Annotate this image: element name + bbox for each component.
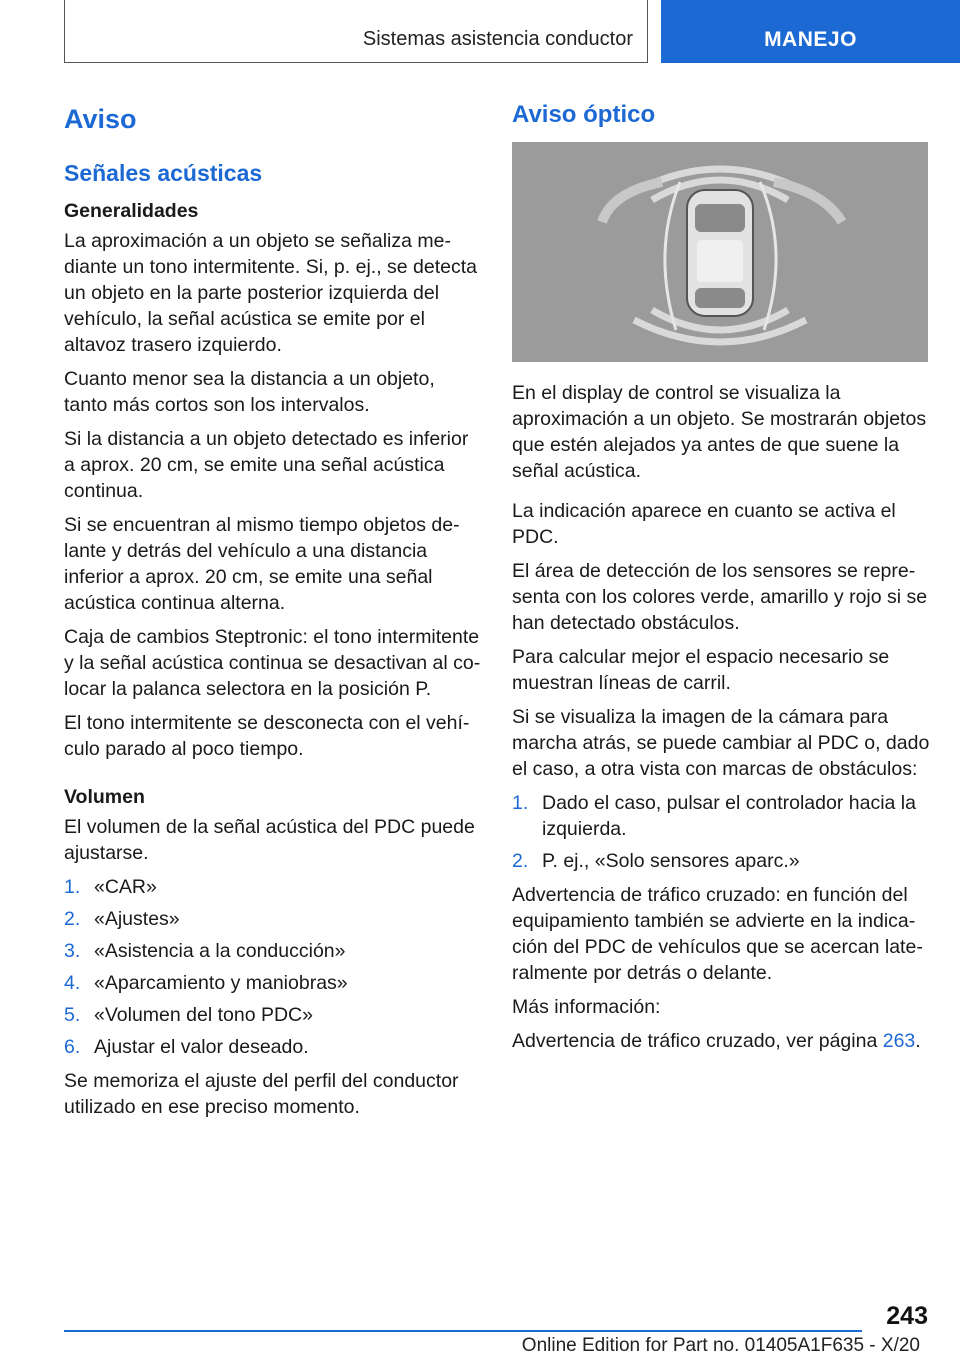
subheading-volume: Volumen — [64, 786, 145, 808]
step-text: Ajustar el valor deseado. — [94, 1036, 309, 1058]
heading-optical-warning: Aviso óptico — [512, 101, 656, 128]
list-item — [64, 1002, 482, 1028]
edition-note: Online Edition for Part no. 01405A1F635 - X/20 — [521, 1335, 920, 1356]
paragraph: El área de detección de los sensores se representa con los colores verde, amarillo y rojo si se han detectado obstáculos. — [512, 560, 928, 634]
list-item — [64, 874, 482, 900]
paragraph: El tono intermitente se desconecta con el vehículo parado al poco tiempo. — [64, 712, 470, 760]
subheading-general: Generalidades — [64, 200, 199, 222]
step-number: 3. — [64, 940, 81, 962]
step-text: P. ej., «Solo sensores aparc.» — [542, 850, 800, 872]
reference-suffix: . — [915, 1030, 921, 1052]
paragraph: Advertencia de tráfico cruzado: en función del equipamiento también se advierte en la indicación del PDC de vehículos que se acercan lateralmente por detrás o delante. — [512, 884, 923, 984]
right-column — [512, 100, 930, 1062]
cross-reference-paragraph — [512, 1028, 930, 1054]
step-text: «Aparcamiento y maniobras» — [94, 972, 348, 994]
left-column — [64, 100, 482, 1128]
list-item — [512, 790, 930, 842]
paragraph: Cuanto menor sea la distancia a un objeto, tanto más cortos son los intervalos. — [64, 368, 435, 416]
paragraph: Se memoriza el ajuste del perfil del conductor utilizado en ese preciso momento. — [64, 1070, 459, 1118]
header-frame — [64, 0, 648, 63]
paragraph: Para calcular mejor el espacio necesario se muestran líneas de carril. — [512, 646, 890, 694]
footer-divider — [64, 1330, 862, 1332]
list-item — [64, 938, 482, 964]
step-number: 2. — [512, 850, 529, 872]
step-number: 6. — [64, 1036, 81, 1058]
paragraph: Más información: — [512, 996, 661, 1018]
step-number: 2. — [64, 908, 81, 930]
step-text: «Volumen del tono PDC» — [94, 1004, 313, 1026]
chapter-tab[interactable] — [661, 0, 960, 63]
display-steps-list — [512, 790, 930, 874]
volume-steps-list — [64, 874, 482, 1060]
chapter-tab-label: MANEJO — [764, 28, 857, 51]
reference-text: Advertencia de tráfico cruzado, ver página — [512, 1030, 883, 1052]
step-number: 1. — [64, 876, 81, 898]
paragraph: El volumen de la señal acústica del PDC puede ajustarse. — [64, 816, 475, 864]
step-text: Dado el caso, pulsar el controlador hacia la izquierda. — [542, 792, 916, 840]
step-number: 5. — [64, 1004, 81, 1026]
step-text: «CAR» — [94, 876, 157, 898]
page-reference-link[interactable]: 263 — [882, 1030, 916, 1052]
page-number: 243 — [886, 1302, 928, 1330]
section-title: Sistemas asistencia conductor — [362, 28, 633, 50]
heading-aviso: Aviso — [64, 104, 137, 134]
paragraph: Caja de cambios Steptronic: el tono intermitente y la señal acústica continua se desactivan al colocar la palanca selectora en la posición P. — [64, 626, 481, 700]
paragraph: La aproximación a un objeto se señaliza mediante un tono intermitente. Si, p. ej., se detecta un objeto en la parte posterior izquierda del vehículo, la señal acústica se emite por el altavoz trasero izquierdo. — [64, 230, 478, 356]
step-text: «Asistencia a la conducción» — [94, 940, 346, 962]
paragraph: Si la distancia a un objeto detectado es inferior a aprox. 20 cm, se emite una señal acústica continua. — [64, 428, 469, 502]
paragraph: Si se visualiza la imagen de la cámara para marcha atrás, se puede cambiar al PDC o, dado el caso, a otra vista con marcas de obstáculos: — [512, 706, 930, 780]
illustration-caption: En el display de control se visualiza la aproximación a un objeto. Se mostrarán objetos que estén alejados ya antes de que suene la señal acústica. — [512, 382, 927, 482]
paragraph: Si se encuentran al mismo tiempo objetos delante y detrás del vehículo a una distancia inferior a aprox. 20 cm, se emite una señal acústica continua alterna. — [64, 514, 460, 614]
step-number: 4. — [64, 972, 81, 994]
list-item — [512, 848, 930, 874]
pdc-display-illustration — [512, 142, 928, 362]
list-item — [64, 906, 482, 932]
pdc-car-sensor-graphic — [512, 142, 928, 362]
step-text: «Ajustes» — [94, 908, 180, 930]
heading-acoustic-signals: Señales acústicas — [64, 160, 263, 186]
step-number: 1. — [512, 792, 529, 814]
list-item — [64, 1034, 482, 1060]
list-item — [64, 970, 482, 996]
paragraph: La indicación aparece en cuanto se activa el PDC. — [512, 500, 896, 548]
